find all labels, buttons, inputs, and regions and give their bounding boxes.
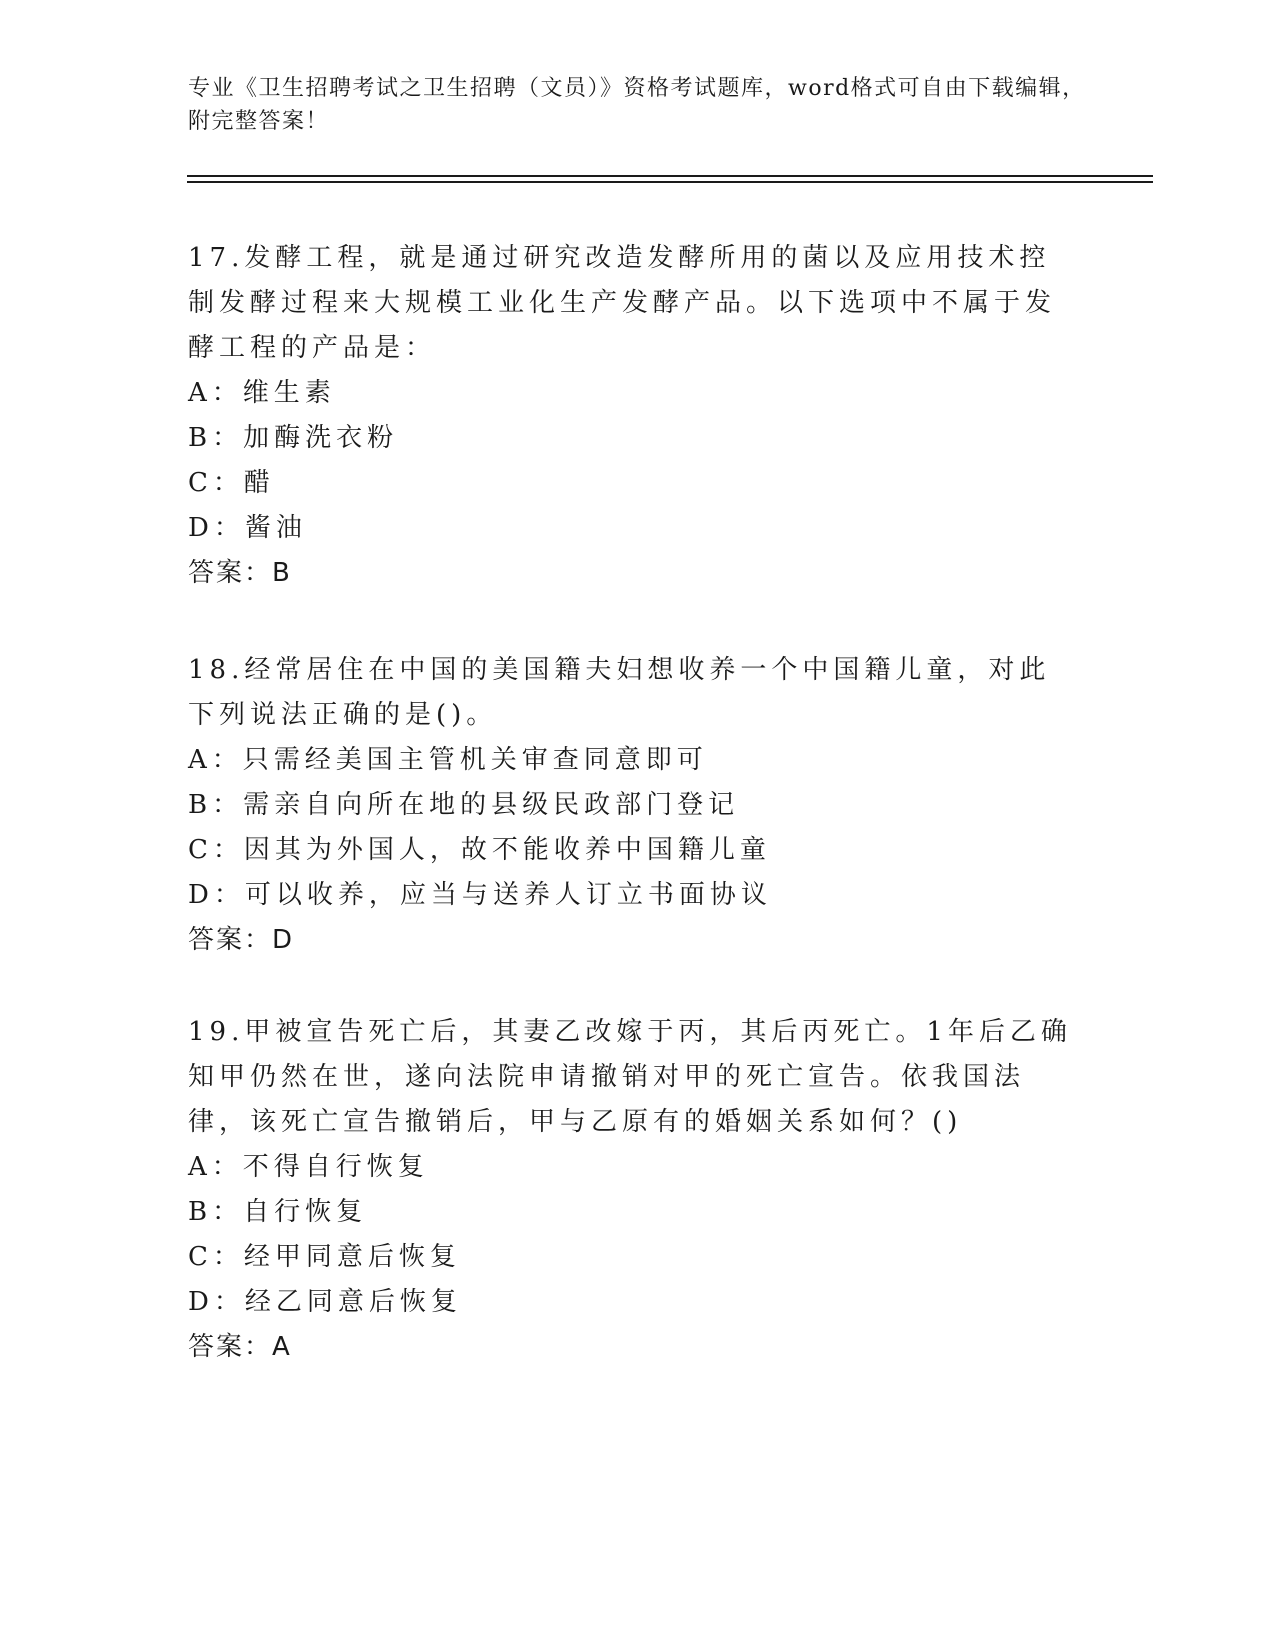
question-19 — [188, 1010, 1078, 1370]
option-c: C：因其为外国人，故不能收养中国籍儿童 — [188, 835, 771, 865]
question-stem: 19.甲被宣告死亡后，其妻乙改嫁于丙，其后丙死亡。1年后乙确知甲仍然在世，遂向法院申请撤销对甲的死亡宣告。依我国法律，该死亡宣告撤销后，甲与乙原有的婚姻关系如何？() — [188, 1017, 1072, 1137]
question-18 — [188, 648, 1078, 963]
option-b: B：加酶洗衣粉 — [188, 423, 399, 453]
question-stem: 17.发酵工程，就是通过研究改造发酵所用的菌以及应用技术控制发酵过程来大规模工业化生产发酵产品。以下选项中不属于发酵工程的产品是： — [188, 243, 1057, 363]
answer: 答案：D — [188, 925, 295, 955]
answer: 答案：A — [188, 1332, 292, 1362]
header-rule-bottom — [187, 181, 1153, 183]
option-c: C：经甲同意后恢复 — [188, 1242, 461, 1272]
question-stem: 18.经常居住在中国的美国籍夫妇想收养一个中国籍儿童，对此下列说法正确的是()。 — [188, 655, 1051, 730]
option-a: A：只需经美国主管机关审查同意即可 — [188, 745, 708, 775]
document-header: 专业《卫生招聘考试之卫生招聘（文员）》资格考试题库，word格式可自由下载编辑，附完整答案！ — [188, 76, 1086, 134]
question-17 — [188, 236, 1078, 596]
option-b: B：自行恢复 — [188, 1197, 368, 1227]
option-d: D：经乙同意后恢复 — [188, 1287, 462, 1317]
option-a: A：不得自行恢复 — [188, 1152, 429, 1182]
option-b: B：需亲自向所在地的县级民政部门登记 — [188, 790, 740, 820]
option-d: D：酱油 — [188, 513, 307, 543]
header-rule-top — [187, 175, 1153, 177]
answer: 答案：B — [188, 558, 292, 588]
option-a: A：维生素 — [188, 378, 336, 408]
option-c: C：醋 — [188, 468, 275, 498]
option-d: D：可以收养，应当与送养人订立书面协议 — [188, 880, 772, 910]
